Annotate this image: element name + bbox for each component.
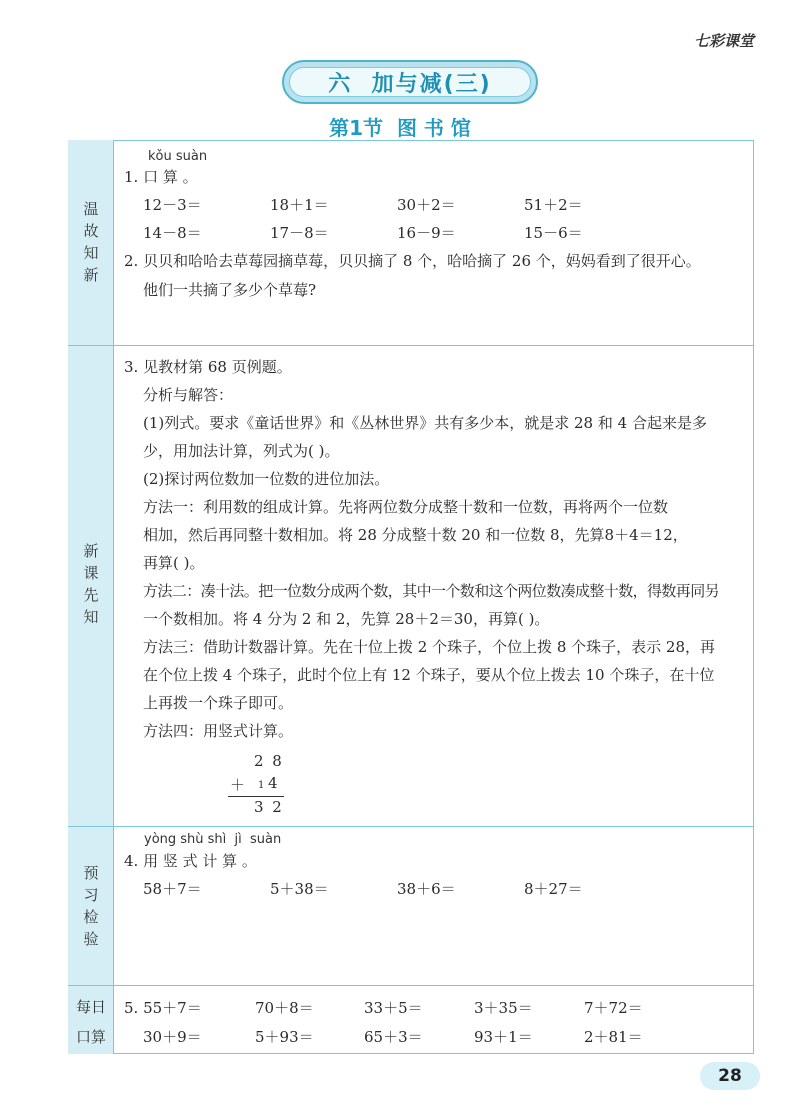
lesson-line: 在个位上拨 4 个珠子，此时个位上有 12 个珠子，要从个位上拨去 10 个珠子，在十位 — [143, 666, 715, 684]
label-daily-oral-2: 口算 — [75, 1028, 106, 1046]
oral-problem: 15－6＝ — [524, 224, 583, 242]
oral-problem: 3＋35＝ — [474, 999, 533, 1017]
page-number: 28 — [700, 1062, 760, 1090]
lesson-line: 分析与解答： — [143, 386, 234, 404]
pinyin-annotation: kǒu suàn — [148, 149, 208, 164]
oral-problem: 7＋72＝ — [584, 999, 643, 1017]
section-divider — [68, 345, 754, 346]
oral-problem: 17－8＝ — [270, 224, 329, 242]
oral-problem: 30＋2＝ — [397, 196, 456, 214]
vertical-problem: 58＋7＝ — [143, 880, 202, 898]
lesson-line: 再算( )。 — [143, 554, 205, 572]
oral-problem: 5. 55＋7＝ — [124, 999, 202, 1017]
pinyin-annotation: yòng shù shì jì suàn — [144, 832, 282, 847]
lesson-line: 少，用加法计算，列式为( )。 — [143, 442, 340, 460]
lesson-line: 方法四：用竖式计算。 — [143, 722, 294, 740]
lesson-line: 方法二：凑十法。把一位数分成两个数，其中一个数和这个两位数凑成整十数，得数再同另 — [143, 582, 720, 600]
lesson-line: 一个数相加。将 4 分为 2 和 2，先算 28＋2＝30，再算( )。 — [143, 610, 550, 628]
oral-problem: 93＋1＝ — [474, 1028, 533, 1046]
unit-title: 六 加与减(三) — [328, 71, 492, 97]
vertical-problem: 38＋6＝ — [397, 880, 456, 898]
brand-logo: 七彩课堂 — [693, 32, 754, 50]
lesson-line: 方法一：利用数的组成计算。先将两位数分成整十数和一位数，再将两个一位数 — [143, 498, 669, 516]
oral-problem: 51＋2＝ — [524, 196, 583, 214]
word-problem-line: 他们一共摘了多少个草莓? — [143, 281, 317, 299]
lesson-line: (2)探讨两位数加一位数的进位加法。 — [143, 470, 390, 488]
vertical-calc-line — [228, 796, 284, 797]
label-daily-oral-1: 每日 — [75, 998, 106, 1016]
vertical-calc-second: 4 — [268, 774, 278, 792]
lesson-line: 相加，然后再同整十数相加。将 28 分成整十数 20 和一位数 8，先算8＋4＝12， — [143, 526, 688, 544]
lesson-line: 上再拨一个珠子即可。 — [143, 694, 294, 712]
oral-problem: 33＋5＝ — [364, 999, 423, 1017]
oral-problem: 16－9＝ — [397, 224, 456, 242]
section-divider — [68, 985, 754, 986]
vertical-problem: 5＋38＝ — [270, 880, 329, 898]
oral-problem: 12－3＝ — [143, 196, 202, 214]
oral-problem: 2＋81＝ — [584, 1028, 643, 1046]
lesson-line: 方法三：借助计数器计算。先在十位上拨 2 个珠子，个位上拨 8 个珠子，表示 28，再 — [143, 638, 716, 656]
label-review: 温 故 知 新 — [83, 200, 99, 284]
lesson-line: (1)列式。要求《童话世界》和《丛林世界》共有多少本，就是求 28 和 4 合起来是多 — [143, 414, 707, 432]
oral-problem: 30＋9＝ — [143, 1028, 202, 1046]
section-divider — [68, 826, 754, 827]
oral-problem: 14－8＝ — [143, 224, 202, 242]
lesson-line: 3. 见教材第 68 页例题。 — [124, 358, 292, 376]
label-preview-check: 预 习 检 验 — [83, 864, 99, 948]
oral-problem: 65＋3＝ — [364, 1028, 423, 1046]
vertical-calc-result: 3 2 — [254, 798, 284, 816]
question-title: 4. 用 竖 式 计 算 。 — [124, 852, 257, 870]
section-title: 第1节 图 书 馆 — [329, 116, 471, 140]
oral-problem: 18＋1＝ — [270, 196, 329, 214]
unit-title-banner — [282, 60, 538, 104]
vertical-calc-operator: ＋ — [230, 776, 246, 794]
vertical-problem: 8＋27＝ — [524, 880, 583, 898]
vertical-calc-carry: 1 — [258, 780, 265, 791]
vertical-calc-top: 2 8 — [254, 752, 284, 770]
oral-problem: 5＋93＝ — [255, 1028, 314, 1046]
oral-problem: 70＋8＝ — [255, 999, 314, 1017]
word-problem-line: 2. 贝贝和哈哈去草莓园摘草莓，贝贝摘了 8 个，哈哈摘了 26 个，妈妈看到了很开心。 — [124, 252, 701, 270]
label-new-lesson: 新 课 先 知 — [83, 542, 99, 626]
question-title: 1. 口 算 。 — [124, 168, 198, 186]
